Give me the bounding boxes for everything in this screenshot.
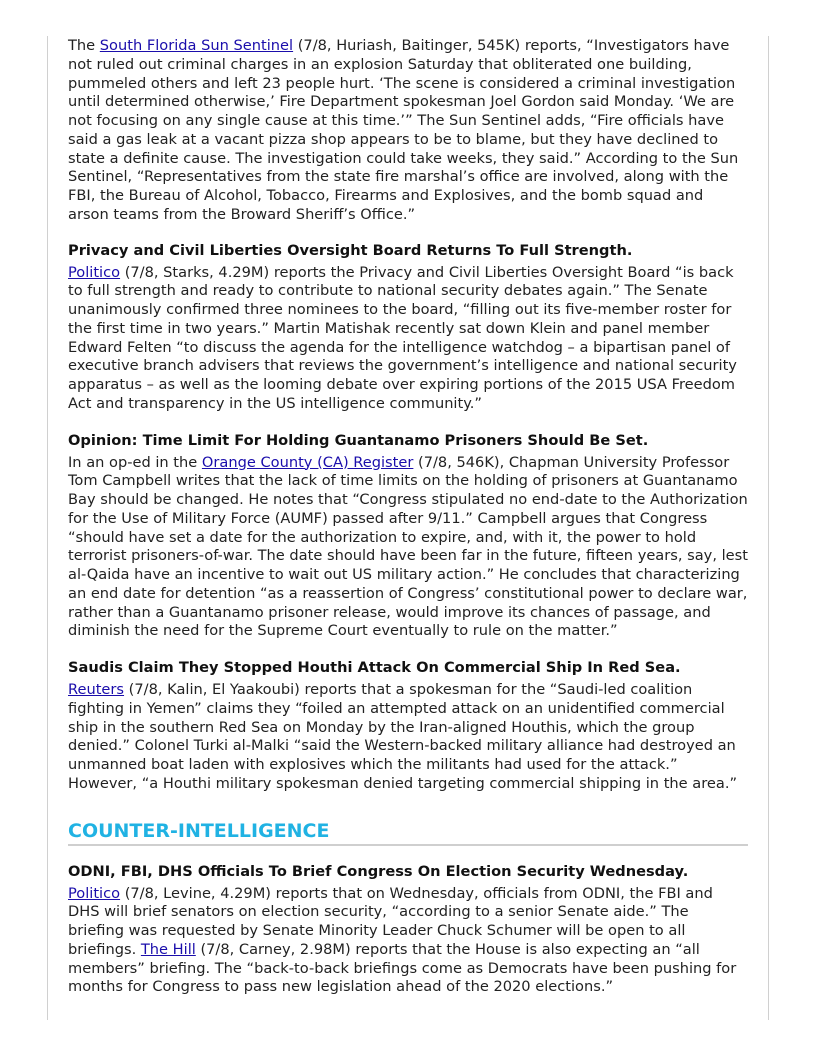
article-text: (7/8, Levine, 4.29M) reports that on Wednesday, officials from ODNI, the FBI and DHS will brief senators on election security, “according to a senior Senate aide.” The briefing was requested by Senate Minority Leader Chuck Schumer will be open to all briefings. [68,884,713,958]
source-link-politico[interactable]: Politico [68,884,121,902]
article-body [68,885,748,998]
article-lead-text: The [68,37,100,54]
article-headline: Privacy and Civil Liberties Oversight Board Returns To Full Strength. [68,241,633,259]
source-link-sun-sentinel[interactable]: South Florida Sun Sentinel [99,37,294,54]
article-body [68,681,748,794]
article-body [68,264,748,414]
article-text: (7/8, Carney, 2.98M) reports that the House is also expecting an “all members” briefing. The “back-to-back briefings come as Democrats have been pushing for months for Congress to pass new legislation ahead of the 2020 elections.” [68,940,737,996]
source-link-the-hill[interactable]: The Hill [140,940,196,958]
news-briefing-page [68,36,748,997]
article-text: (7/8, Kalin, El Yaakoubi) reports that a spokesman for the “Saudi-led coalition fighting in Yemen” claims they “foiled an attempted attack on an unidentified commercial ship in the southern Red Sea on Monday by the Iran-aligned Houthis, which the group denied.” Colonel Turki al-Malki “said the Western-backed military alliance had destroyed an unmanned boat laden with explosives which the militants had used for the attack.” However, “a Houthi military spokesman denied targeting commercial shipping in the area.” [68,681,738,792]
source-link-oc-register[interactable]: Orange County (CA) Register [201,453,414,471]
article-body [68,454,748,642]
source-link-reuters[interactable]: Reuters [68,681,125,698]
left-page-border [47,36,48,1020]
article-text: (7/8, Starks, 4.29M) reports the Privacy and Civil Liberties Oversight Board “is back to full strength and ready to contribute to national security debates again.” The Senate unanimously confirmed three nominees to the board, “filling out its five-member roster for the first time in two years.” Martin Matishak recently sat down Klein and panel member Edward Felten “to discuss the agenda for the intelligence watchdog – a bipartisan panel of executive branch advisers that reviews the government’s intelligence and national security apparatus – as well as the looming debate over expiring portions of the 2015 USA Freedom Act and transparency in the US intelligence community.” [68,263,737,412]
article-headline: ODNI, FBI, DHS Officials To Brief Congress On Election Security Wednesday. [68,862,689,880]
article-headline: Opinion: Time Limit For Holding Guantanamo Prisoners Should Be Set. [68,431,649,449]
right-page-border [768,36,769,1020]
article-lead-text: In an op-ed in the [68,453,202,471]
source-link-politico[interactable]: Politico [68,263,121,281]
article-text: (7/8, Huriash, Baitinger, 545K) reports, “Investigators have not ruled out criminal charges in an explosion Saturday that obliterated one building, pummeled others and left 23 people hurt. ‘The scene is considered a criminal investigation until determined otherwise,’ Fire Department spokesman Joel Gordon said Monday. ‘We are not focusing on any single cause at this time.’” The Sun Sentinel adds, “Fire officials have said a gas leak at a vacant pizza shop appears to be to blame, but they have declined to state a definite cause. The investigation could take weeks, they said.” According to the Sun Sentinel, “Representatives from the state fire marshal’s office are involved, along with the FBI, the Bureau of Alcohol, Tobacco, Firearms and Explosives, and the bomb squad and arson teams from the Broward Sheriff’s Office.” [68,37,739,223]
article-headline: Saudis Claim They Stopped Houthi Attack On Commercial Ship In Red Sea. [68,659,681,676]
article-body [68,37,748,225]
article-text: (7/8, 546K), Chapman University Professor Tom Campbell writes that the lack of time limits on the holding of prisoners at Guantanamo Bay should be changed. He notes that “Congress stipulated no end-date to the Authorization for the Use of Military Force (AUMF) passed after 9/11.” Campbell argues that Congress “should have set a date for the authorization to expire, and, with it, the power to hold terrorist prisoners-of-war. The date should have been far in the future, fifteen years, say, lest al-Qaida have an incentive to wait out US military action.” He concludes that characterizing an end date for detention “as a reassertion of Congress’ constitutional power to declare war, rather than a Guantanamo prisoner release, would improve its chances of passage, and diminish the need for the Supreme Court eventually to rule on the matter.” [68,453,748,640]
section-title: COUNTER-INTELLIGENCE [68,819,748,846]
